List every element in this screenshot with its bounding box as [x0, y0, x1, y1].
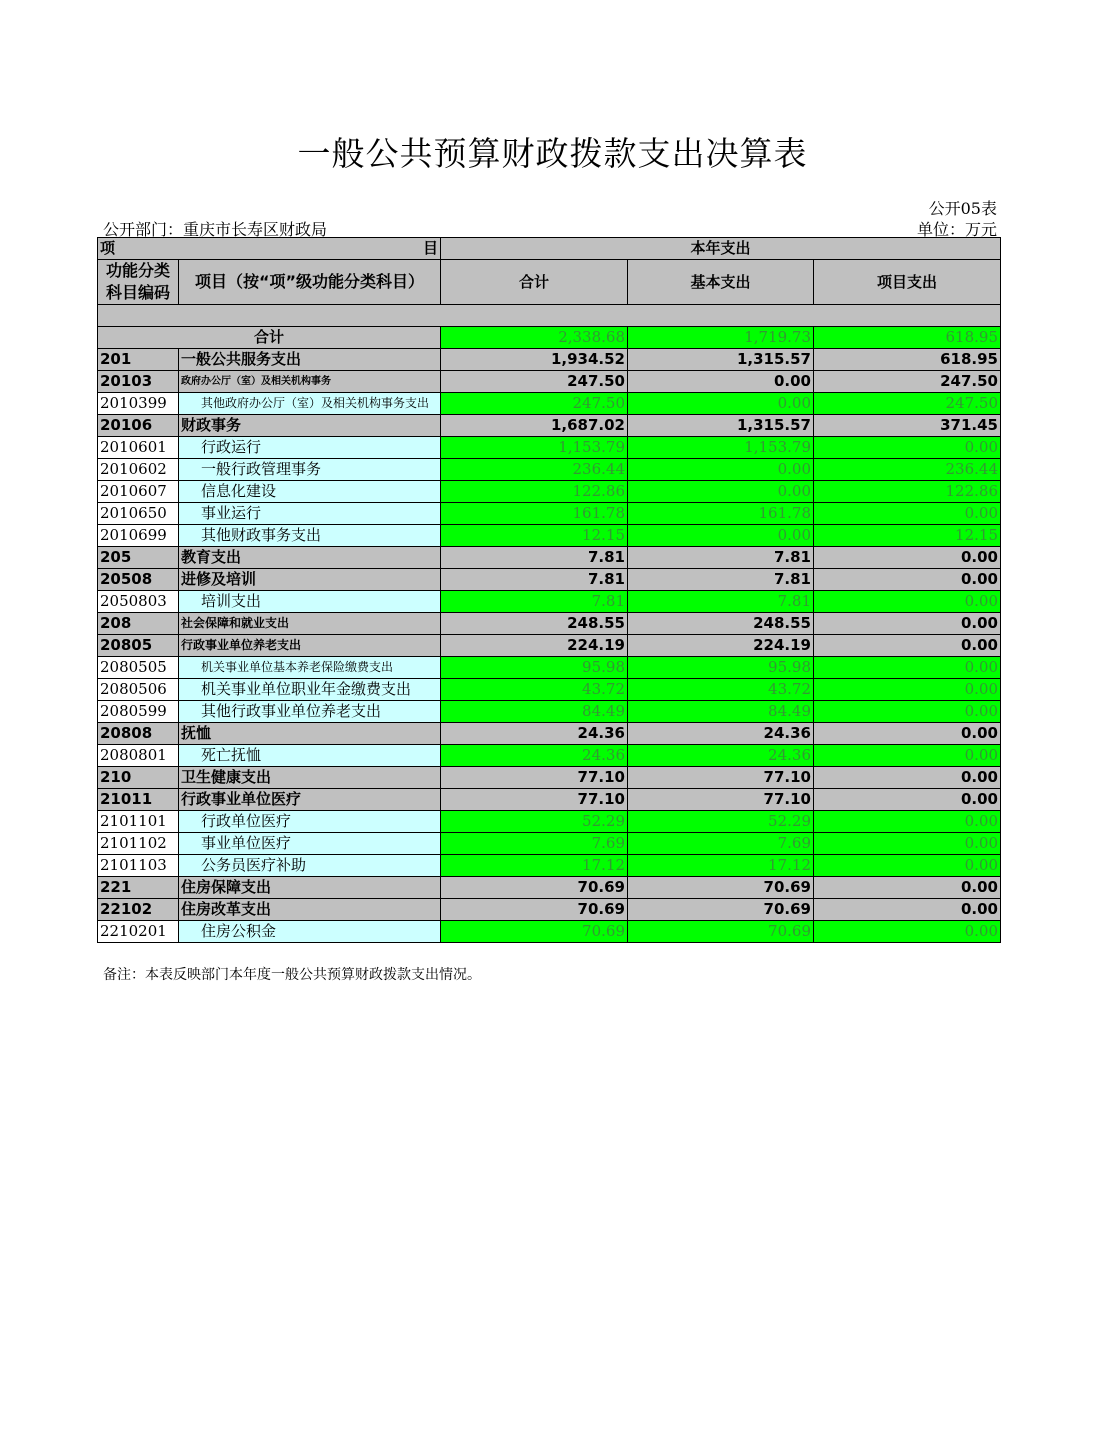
row-basic: 70.69: [628, 921, 814, 943]
row-name: 培训支出: [179, 591, 441, 613]
row-total: 161.78: [441, 503, 628, 525]
row-total: 122.86: [441, 481, 628, 503]
table-row: [98, 701, 1001, 723]
row-name: 一般行政管理事务: [179, 459, 441, 481]
row-name: 进修及培训: [179, 569, 441, 591]
row-code: 2010399: [98, 393, 179, 415]
row-basic: 0.00: [628, 459, 814, 481]
table-row: [98, 591, 1001, 613]
table-row: [98, 481, 1001, 503]
row-code: 2101101: [98, 811, 179, 833]
table-row: [98, 811, 1001, 833]
row-project: 618.95: [814, 349, 1001, 371]
row-total: 70.69: [441, 877, 628, 899]
row-project: 0.00: [814, 877, 1001, 899]
table-row: [98, 877, 1001, 899]
row-name: 事业运行: [179, 503, 441, 525]
row-total: 224.19: [441, 635, 628, 657]
row-name: 社会保障和就业支出: [179, 613, 441, 635]
table-row: [98, 833, 1001, 855]
row-project: 0.00: [814, 767, 1001, 789]
row-code: 2010601: [98, 437, 179, 459]
row-project: 0.00: [814, 679, 1001, 701]
row-code: 2080599: [98, 701, 179, 723]
row-code: 2010650: [98, 503, 179, 525]
row-total: 24.36: [441, 723, 628, 745]
row-project: 0.00: [814, 701, 1001, 723]
total-project: 618.95: [814, 327, 1001, 349]
row-name: 其他政府办公厅（室）及相关机构事务支出: [179, 393, 441, 415]
header-item-cell: [98, 238, 441, 260]
row-code: 205: [98, 547, 179, 569]
footnote: 备注：本表反映部门本年度一般公共预算财政拨款支出情况。: [103, 967, 481, 983]
row-code: 20106: [98, 415, 179, 437]
header-item-right: 目: [422, 239, 438, 257]
row-basic: 43.72: [628, 679, 814, 701]
row-basic: 84.49: [628, 701, 814, 723]
row-basic: 248.55: [628, 613, 814, 635]
header-item-left: 项: [100, 239, 116, 257]
row-name: 行政单位医疗: [179, 811, 441, 833]
row-name: 其他行政事业单位养老支出: [179, 701, 441, 723]
row-basic: 7.81: [628, 569, 814, 591]
table-row: [98, 789, 1001, 811]
table-row: [98, 393, 1001, 415]
row-total: 236.44: [441, 459, 628, 481]
header-project-col: 项目支出: [814, 260, 1001, 305]
row-total: 77.10: [441, 767, 628, 789]
header-total-col: 合计: [441, 260, 628, 305]
row-name: 卫生健康支出: [179, 767, 441, 789]
table-row: [98, 635, 1001, 657]
page-title: 一般公共预算财政拨款支出决算表: [297, 134, 808, 173]
row-name: 信息化建设: [179, 481, 441, 503]
row-basic: 161.78: [628, 503, 814, 525]
row-code: 2101102: [98, 833, 179, 855]
row-total: 7.81: [441, 547, 628, 569]
row-project: 236.44: [814, 459, 1001, 481]
total-total: 2,338.68: [441, 327, 628, 349]
table-row: [98, 767, 1001, 789]
row-total: 247.50: [441, 371, 628, 393]
row-name: 行政事业单位养老支出: [179, 635, 441, 657]
row-project: 0.00: [814, 503, 1001, 525]
row-name: 机关事业单位职业年金缴费支出: [179, 679, 441, 701]
row-code: 2010699: [98, 525, 179, 547]
row-basic: 0.00: [628, 393, 814, 415]
row-project: 0.00: [814, 855, 1001, 877]
table-row: [98, 349, 1001, 371]
row-name: 住房保障支出: [179, 877, 441, 899]
row-name: 一般公共服务支出: [179, 349, 441, 371]
table-row: [98, 437, 1001, 459]
table-row: [98, 503, 1001, 525]
row-name: 行政事业单位医疗: [179, 789, 441, 811]
table-row: [98, 679, 1001, 701]
row-total: 17.12: [441, 855, 628, 877]
table-row: [98, 547, 1001, 569]
row-name: 公务员医疗补助: [179, 855, 441, 877]
row-total: 248.55: [441, 613, 628, 635]
row-total: 70.69: [441, 899, 628, 921]
row-basic: 224.19: [628, 635, 814, 657]
row-total: 43.72: [441, 679, 628, 701]
row-code: 210: [98, 767, 179, 789]
row-total: 84.49: [441, 701, 628, 723]
table-row: [98, 613, 1001, 635]
row-code: 2210201: [98, 921, 179, 943]
row-name: 政府办公厅（室）及相关机构事务: [179, 371, 441, 393]
total-row: [98, 327, 1001, 349]
row-basic: 0.00: [628, 371, 814, 393]
row-name: 事业单位医疗: [179, 833, 441, 855]
row-code: 20808: [98, 723, 179, 745]
row-code: 201: [98, 349, 179, 371]
row-project: 12.15: [814, 525, 1001, 547]
row-name: 其他财政事务支出: [179, 525, 441, 547]
row-name: 抚恤: [179, 723, 441, 745]
unit-label: 单位：万元: [916, 220, 997, 239]
row-total: 95.98: [441, 657, 628, 679]
table-row: [98, 569, 1001, 591]
row-basic: 7.81: [628, 547, 814, 569]
row-total: 70.69: [441, 921, 628, 943]
row-basic: 17.12: [628, 855, 814, 877]
row-project: 0.00: [814, 789, 1001, 811]
row-project: 0.00: [814, 811, 1001, 833]
total-label: 合计: [98, 327, 441, 349]
row-code: 20103: [98, 371, 179, 393]
row-name: 教育支出: [179, 547, 441, 569]
row-code: 2010602: [98, 459, 179, 481]
row-total: 7.69: [441, 833, 628, 855]
table-row: [98, 371, 1001, 393]
row-basic: 24.36: [628, 745, 814, 767]
row-total: 7.81: [441, 569, 628, 591]
row-project: 0.00: [814, 833, 1001, 855]
row-basic: 24.36: [628, 723, 814, 745]
row-total: 1,687.02: [441, 415, 628, 437]
department-label: 公开部门：重庆市长寿区财政局: [103, 220, 328, 239]
row-basic: 0.00: [628, 525, 814, 547]
row-basic: 70.69: [628, 899, 814, 921]
row-project: 0.00: [814, 635, 1001, 657]
row-total: 1,934.52: [441, 349, 628, 371]
row-basic: 1,315.57: [628, 349, 814, 371]
row-code: 2101103: [98, 855, 179, 877]
header-row-2: [98, 260, 1001, 305]
row-basic: 1,315.57: [628, 415, 814, 437]
row-project: 0.00: [814, 591, 1001, 613]
table-row: [98, 745, 1001, 767]
row-code: 208: [98, 613, 179, 635]
row-basic: 52.29: [628, 811, 814, 833]
header-name-col: 项目（按“项”级功能分类科目）: [179, 260, 441, 305]
row-total: 1,153.79: [441, 437, 628, 459]
table-row: [98, 723, 1001, 745]
row-basic: 77.10: [628, 789, 814, 811]
row-code: 2010607: [98, 481, 179, 503]
row-basic: 0.00: [628, 481, 814, 503]
row-project: 0.00: [814, 657, 1001, 679]
header-separator: [98, 305, 1001, 327]
row-total: 77.10: [441, 789, 628, 811]
row-basic: 95.98: [628, 657, 814, 679]
row-total: 247.50: [441, 393, 628, 415]
row-project: 0.00: [814, 723, 1001, 745]
header-current-year: 本年支出: [441, 238, 1001, 260]
row-project: 0.00: [814, 921, 1001, 943]
row-basic: 7.69: [628, 833, 814, 855]
row-project: 0.00: [814, 745, 1001, 767]
row-project: 0.00: [814, 547, 1001, 569]
table-row: [98, 657, 1001, 679]
row-name: 住房改革支出: [179, 899, 441, 921]
row-code: 22102: [98, 899, 179, 921]
row-code: 20805: [98, 635, 179, 657]
row-name: 住房公积金: [179, 921, 441, 943]
table-row: [98, 415, 1001, 437]
header-basic-col: 基本支出: [628, 260, 814, 305]
row-name: 财政事务: [179, 415, 441, 437]
table-row: [98, 899, 1001, 921]
row-project: 0.00: [814, 899, 1001, 921]
table-row: [98, 459, 1001, 481]
total-basic: 1,719.73: [628, 327, 814, 349]
row-code: 2080801: [98, 745, 179, 767]
row-basic: 70.69: [628, 877, 814, 899]
table-row: [98, 855, 1001, 877]
row-name: 死亡抚恤: [179, 745, 441, 767]
row-project: 0.00: [814, 437, 1001, 459]
row-code: 21011: [98, 789, 179, 811]
row-code: 2080505: [98, 657, 179, 679]
header-code-col: 功能分类科目编码: [98, 260, 179, 305]
row-project: 0.00: [814, 613, 1001, 635]
row-code: 2050803: [98, 591, 179, 613]
form-number: 公开05表: [928, 199, 997, 218]
row-total: 7.81: [441, 591, 628, 613]
row-project: 247.50: [814, 393, 1001, 415]
row-project: 122.86: [814, 481, 1001, 503]
row-code: 221: [98, 877, 179, 899]
row-name: 行政运行: [179, 437, 441, 459]
row-code: 2080506: [98, 679, 179, 701]
row-basic: 77.10: [628, 767, 814, 789]
row-total: 24.36: [441, 745, 628, 767]
row-project: 247.50: [814, 371, 1001, 393]
row-code: 20508: [98, 569, 179, 591]
row-project: 371.45: [814, 415, 1001, 437]
row-total: 52.29: [441, 811, 628, 833]
expenditure-table: [97, 237, 1001, 943]
header-row-1: [98, 238, 1001, 260]
row-total: 12.15: [441, 525, 628, 547]
row-project: 0.00: [814, 569, 1001, 591]
row-name: 机关事业单位基本养老保险缴费支出: [179, 657, 441, 679]
table-row: [98, 525, 1001, 547]
row-basic: 1,153.79: [628, 437, 814, 459]
table-row: [98, 921, 1001, 943]
row-basic: 7.81: [628, 591, 814, 613]
